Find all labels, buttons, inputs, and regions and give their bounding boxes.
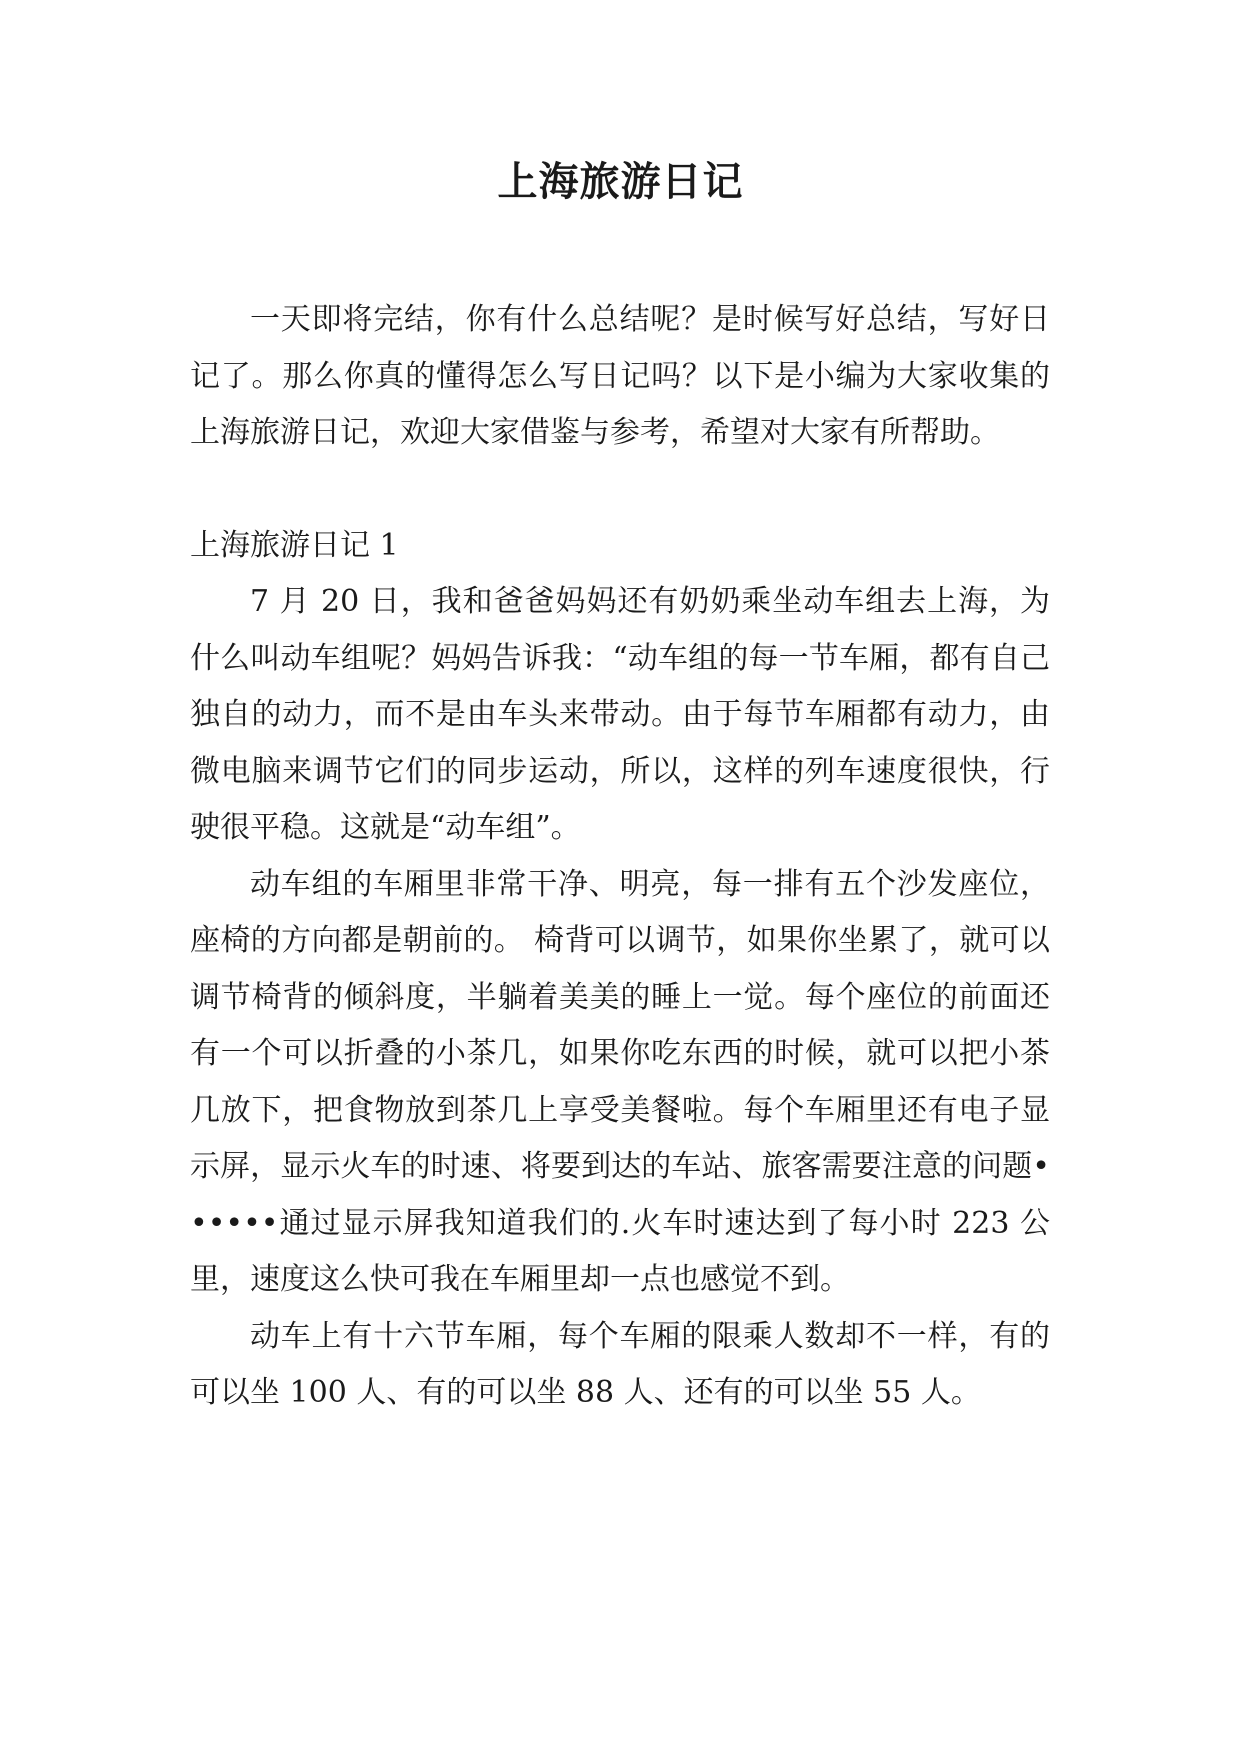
document-title: 上海旅游日记 — [497, 159, 744, 205]
body-paragraph-1: 7 月 20 日，我和爸爸妈妈还有奶奶乘坐动车组去上海，为什么叫动车组呢？妈妈告诉我：“动车组的每一节车厢，都有自己独自的动力，而不是由车头来带动。由于每节车厢都有动力，由微电脑来调节它们的同步运动，所以，这样的列车速度很快，行驶很平稳。这就是“动车组”。 — [190, 584, 1050, 845]
document-body — [190, 292, 1050, 1422]
intro-paragraph: 一天即将完结，你有什么总结呢？是时候写好总结，写好日记了。那么你真的懂得怎么写日记吗？以下是小编为大家收集的上海旅游日记，欢迎大家借鉴与参考，希望对大家有所帮助。 — [190, 302, 1050, 450]
body-paragraph-3: 动车上有十六节车厢，每个车厢的限乘人数却不一样，有的可以坐 100 人、有的可以坐 88 人、还有的可以坐 55 人。 — [190, 1318, 1050, 1410]
section-heading: 上海旅游日记 1 — [190, 527, 399, 563]
body-paragraph-2: 动车组的车厢里非常干净、明亮，每一排有五个沙发座位，座椅的方向都是朝前的。 椅背可以调节，如果你坐累了，就可以调节椅背的倾斜度，半躺着美美的睡上一觉。每个座位的前面还有一个可以折叠的小茶几，如果你吃东西的时候，就可以把小茶几放下，把食物放到茶几上享受美餐啦。每个车厢里还有电子显示屏，显示火车的时速、将要到达的车站、旅客需要注意的问题••••••通过显示屏我知道我们的.火车时速达到了每小时 223 公里，速度这么快可我在车厢里却一点也感觉不到。 — [190, 866, 1050, 1297]
